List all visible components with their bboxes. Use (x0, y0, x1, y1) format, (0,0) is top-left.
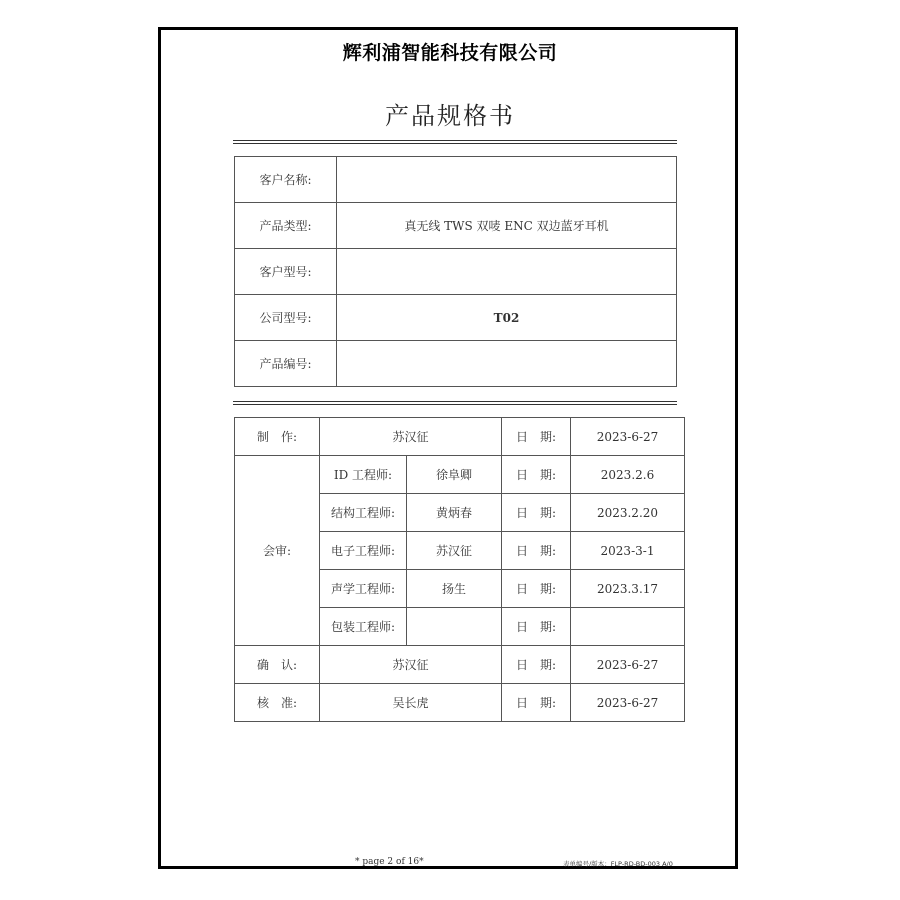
customer-name-value (337, 157, 677, 203)
product-info-table (234, 156, 677, 387)
engineer-name: 徐阜卿 (407, 456, 502, 494)
confirm-date: 2023-6-27 (571, 646, 685, 684)
product-type-value: 真无线 TWS 双唛 ENC 双边蓝牙耳机 (337, 203, 677, 249)
company-model-label: 公司型号: (235, 295, 337, 341)
engineer-date: 2023.2.6 (571, 456, 685, 494)
date-label: 日 期: (502, 532, 571, 570)
table-row (235, 418, 685, 456)
date-label: 日 期: (502, 570, 571, 608)
page-number: * page 2 of 16* (355, 857, 424, 867)
engineer-name: 黄炳春 (407, 494, 502, 532)
engineer-role: 包装工程师: (320, 608, 407, 646)
title-divider (233, 140, 677, 144)
table-row (235, 341, 677, 387)
document-title: 产品规格书 (385, 102, 515, 130)
customer-model-label: 客户型号: (235, 249, 337, 295)
confirm-name: 苏汉征 (320, 646, 502, 684)
customer-name-label: 客户名称: (235, 157, 337, 203)
approve-date: 2023-6-27 (571, 684, 685, 722)
countersign-label: 会审: (235, 456, 320, 646)
review-table (234, 417, 685, 722)
engineer-role: ID 工程师: (320, 456, 407, 494)
date-label: 日 期: (502, 494, 571, 532)
engineer-date: 2023.3.17 (571, 570, 685, 608)
table-row (235, 157, 677, 203)
engineer-name: 苏汉征 (407, 532, 502, 570)
confirm-label: 确 认: (235, 646, 320, 684)
company-model-value: T02 (337, 295, 677, 341)
product-type-label: 产品类型: (235, 203, 337, 249)
engineer-date: 2023-3-1 (571, 532, 685, 570)
made-label: 制 作: (235, 418, 320, 456)
table-row (235, 684, 685, 722)
date-label: 日 期: (502, 646, 571, 684)
made-name: 苏汉征 (320, 418, 502, 456)
table-row (235, 646, 685, 684)
engineer-role: 电子工程师: (320, 532, 407, 570)
engineer-date: 2023.2.20 (571, 494, 685, 532)
date-label: 日 期: (502, 418, 571, 456)
date-label: 日 期: (502, 684, 571, 722)
date-label: 日 期: (502, 608, 571, 646)
approve-name: 吴长虎 (320, 684, 502, 722)
engineer-name: 扬生 (407, 570, 502, 608)
engineer-role: 结构工程师: (320, 494, 407, 532)
section-divider (233, 401, 677, 405)
form-code: 表单编号/版本：FLP-RD-BD-003 A/0 (563, 860, 673, 868)
engineer-date (571, 608, 685, 646)
engineer-role: 声学工程师: (320, 570, 407, 608)
table-row (235, 456, 685, 494)
product-number-value (337, 341, 677, 387)
made-date: 2023-6-27 (571, 418, 685, 456)
customer-model-value (337, 249, 677, 295)
approve-label: 核 准: (235, 684, 320, 722)
table-row (235, 203, 677, 249)
product-number-label: 产品编号: (235, 341, 337, 387)
company-name: 辉利浦智能科技有限公司 (342, 42, 558, 64)
table-row (235, 295, 677, 341)
engineer-name (407, 608, 502, 646)
table-row (235, 249, 677, 295)
date-label: 日 期: (502, 456, 571, 494)
